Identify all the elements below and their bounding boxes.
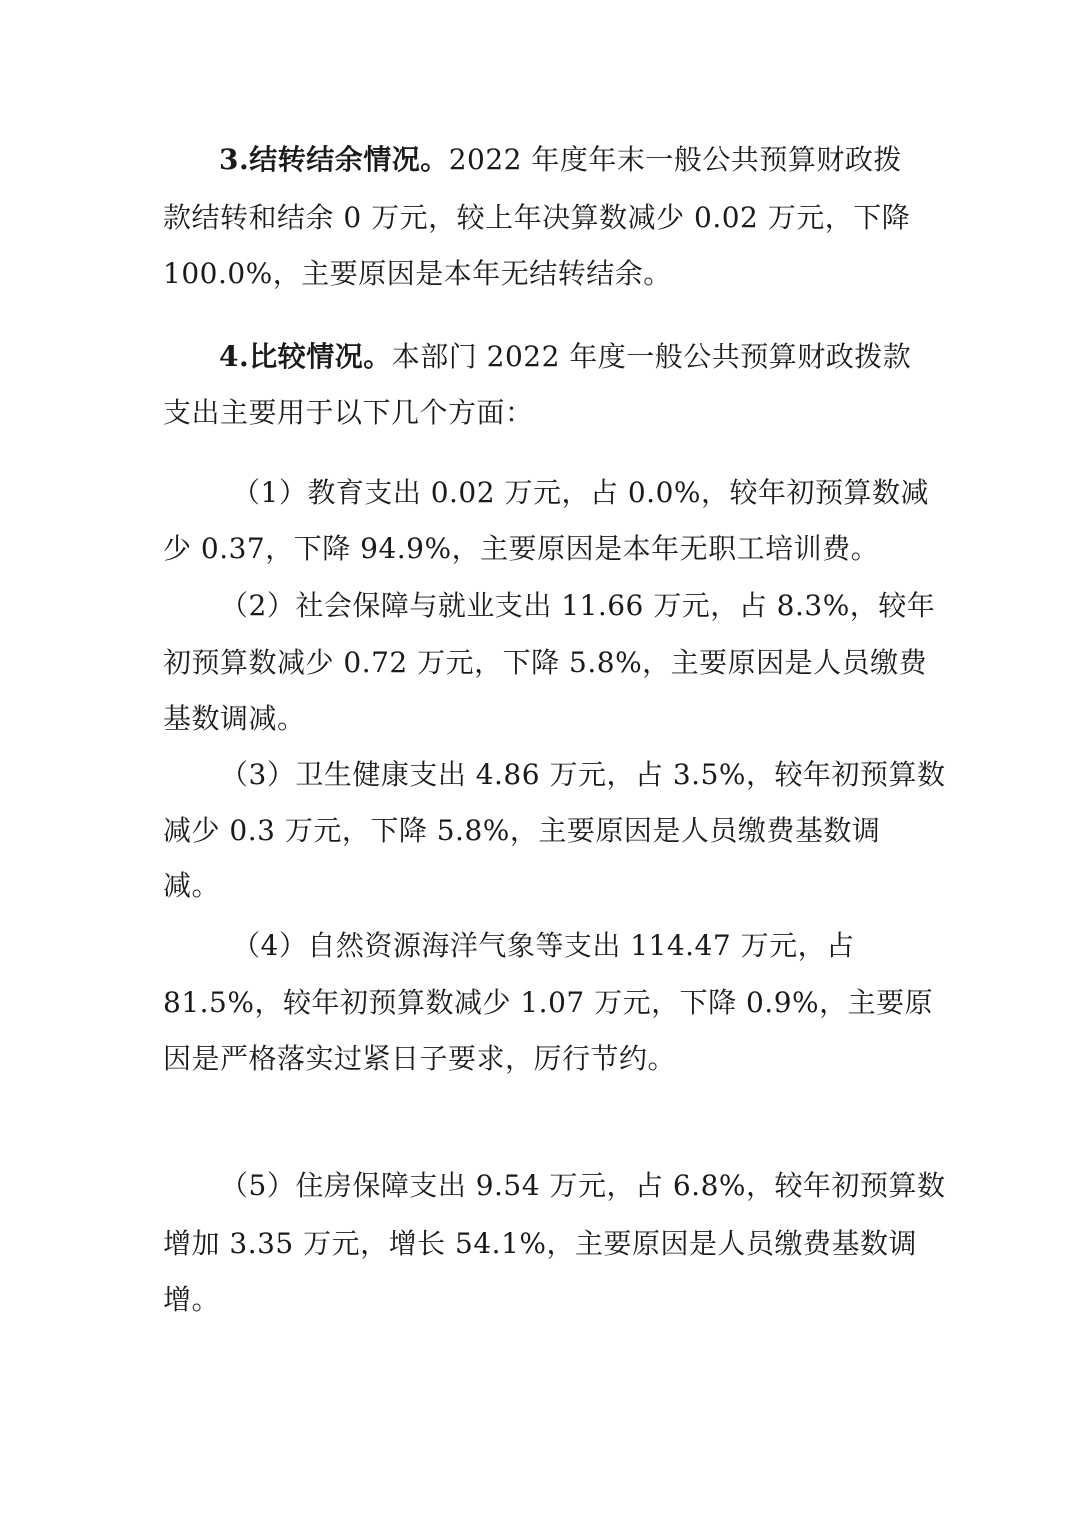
section-4-line-2: 支出主要用于以下几个方面： bbox=[163, 396, 534, 429]
item-4-line-3: 因是严格落实过紧日子要求，厉行节约。 bbox=[163, 1042, 677, 1075]
item-5-line-1: （5）住房保障支出 9.54 万元，占 6.8%，较年初预算数 bbox=[220, 1169, 946, 1202]
section-4-heading: 4.比较情况。 bbox=[219, 340, 392, 373]
item-3-line-3: 减。 bbox=[163, 869, 221, 902]
item-5-line-3: 增。 bbox=[163, 1283, 221, 1316]
section-3-heading: 3.结转结余情况。 bbox=[219, 143, 449, 176]
section-4-text-1: 本部门 2022 年度一般公共预算财政拨款 bbox=[391, 340, 912, 373]
item-1-line-2: 少 0.37，下降 94.9%，主要原因是本年无职工培训费。 bbox=[163, 532, 880, 565]
item-1-line-1: （1）教育支出 0.02 万元，占 0.0%，较年初预算数减 bbox=[232, 476, 929, 509]
section-4-line-1 bbox=[219, 337, 911, 377]
item-3-line-1: （3）卫生健康支出 4.86 万元，占 3.5%，较年初预算数 bbox=[220, 758, 946, 791]
item-2-line-1: （2）社会保障与就业支出 11.66 万元，占 8.3%，较年 bbox=[220, 589, 936, 622]
item-2-line-2: 初预算数减少 0.72 万元，下降 5.8%，主要原因是人员缴费 bbox=[163, 646, 928, 679]
item-4-line-2: 81.5%，较年初预算数减少 1.07 万元，下降 0.9%，主要原 bbox=[163, 986, 934, 1019]
section-3-line-3: 100.0%，主要原因是本年无结转结余。 bbox=[163, 257, 672, 290]
item-3-line-2: 减少 0.3 万元，下降 5.8%，主要原因是人员缴费基数调 bbox=[163, 814, 881, 847]
item-5-line-2: 增加 3.35 万元，增长 54.1%，主要原因是人员缴费基数调 bbox=[163, 1227, 917, 1260]
section-3-line-2: 款结转和结余 0 万元，较上年决算数减少 0.02 万元，下降 bbox=[163, 201, 911, 234]
item-2-line-3: 基数调减。 bbox=[163, 702, 306, 735]
item-4-line-1: （4）自然资源海洋气象等支出 114.47 万元，占 bbox=[232, 929, 855, 962]
section-3-text-1: 2022 年度年末一般公共预算财政拨 bbox=[448, 143, 902, 176]
section-3-line-1 bbox=[219, 140, 902, 180]
